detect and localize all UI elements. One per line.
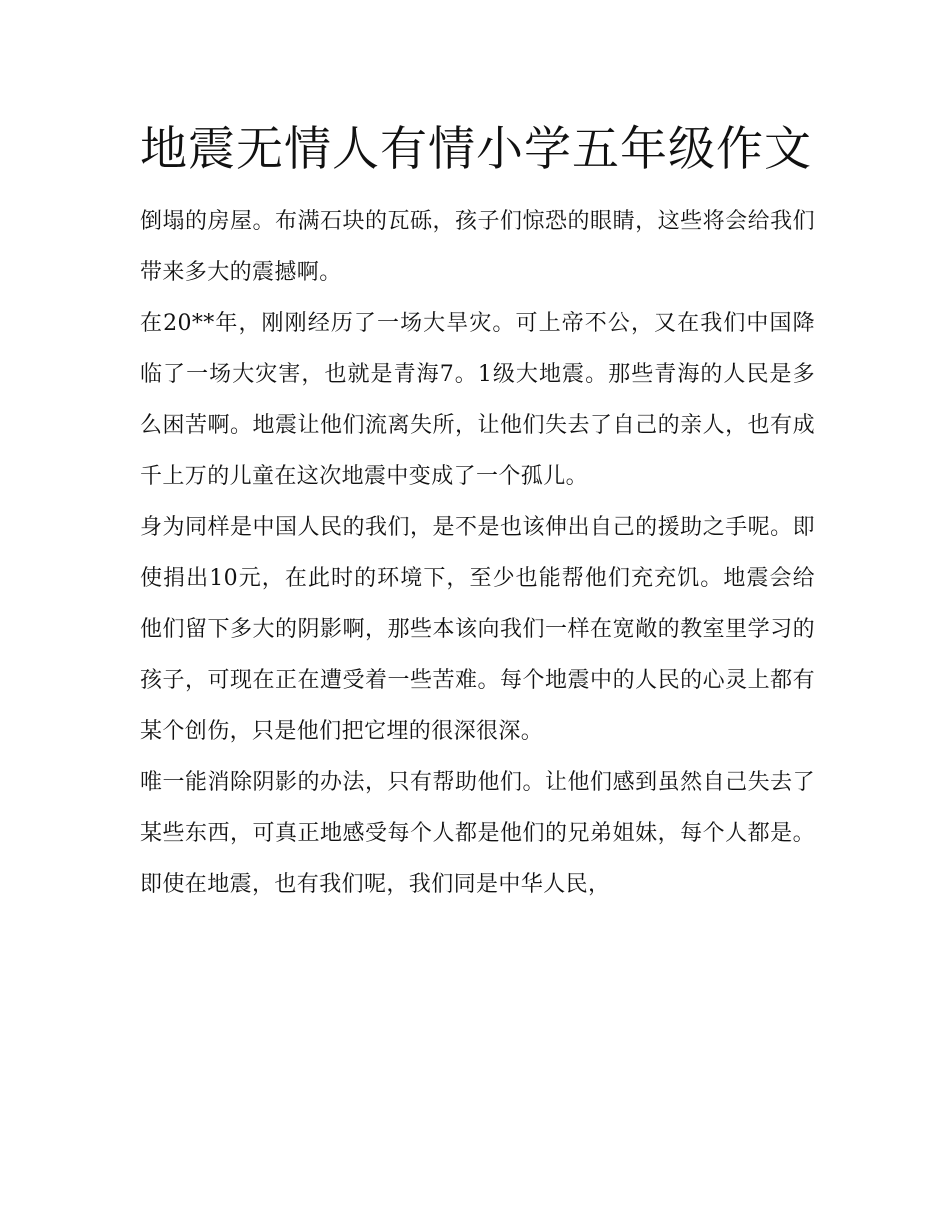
paragraph: 在20**年，刚刚经历了一场大旱灾。可上帝不公，又在我们中国降临了一场大灾害，也就是青海7。1级大地震。那些青海的人民是多么困苦啊。地震让他们流离失所，让他们失去了自己的亲人，也有成千上万的儿童在这次地震中变成了一个孤儿。 — [140, 311, 815, 489]
document-title: 地震无情人有情小学五年级作文 — [140, 122, 812, 177]
paragraph: 倒塌的房屋。布满石块的瓦砾，孩子们惊恐的眼睛，这些将会给我们带来多大的震撼啊。 — [140, 209, 815, 285]
document-body — [140, 112, 815, 910]
paragraph: 唯一能消除阴影的办法，只有帮助他们。让他们感到虽然自己失去了某些东西，可真正地感受每个人都是他们的兄弟姐妹，每个人都是。即使在地震，也有我们呢，我们同是中华人民， — [140, 770, 815, 897]
paragraph: 身为同样是中国人民的我们，是不是也该伸出自己的援助之手呢。即使捐出10元，在此时的环境下，至少也能帮他们充充饥。地震会给他们留下多大的阴影啊，那些本该向我们一样在宽敞的教室里学习的孩子，可现在正在遭受着一些苦难。每个地震中的人民的心灵上都有某个创伤，只是他们把它埋的很深很深。 — [140, 515, 815, 744]
